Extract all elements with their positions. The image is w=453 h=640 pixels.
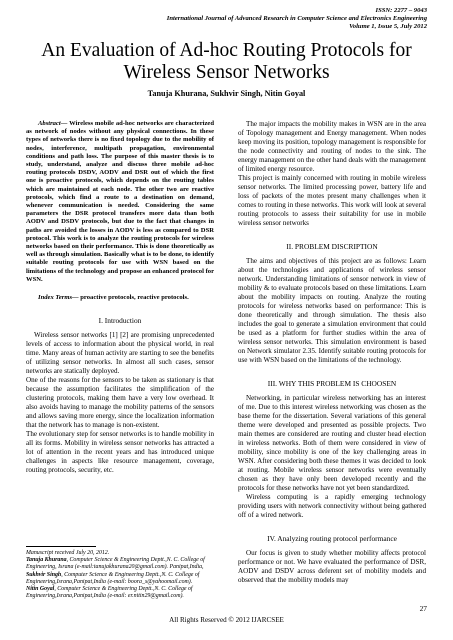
abstract xyxy=(26,120,214,284)
right-intro-paragraph-2: This project is mainly concerned with routing in mobile wireless sensor networks. The limited processing power, battery life and loss of packets of the motes present many challenges when it comes to routing in these networks. This work will look at several routing protocols to assess their suitability for use in mobile wireless sensor networks xyxy=(238,174,426,227)
footnote-received: Manuscript received July 20, 2012. xyxy=(26,550,110,556)
right-column xyxy=(238,120,426,585)
why-paragraph-2: Wireless computing is a rapidly emerging technology providing users with network connectivity without being gathered off of a wired network. xyxy=(238,493,426,519)
why-paragraph-1: Networking, in particular wireless networking has an interest of me. Due to this interest wireless networking was chosen as the base theme for the dissertation. Several variations of this general theme were developed and presented as possible projects. Two main themes are considered are routing and cluster head election in wireless networks. Both of them were considered in view of mobility, since mobility is one of the key challenging areas in WSN. After considering both these themes it was decided to look at routing. Mobile wireless sensor networks were eventually chosen as they have only been developed recently and the protocols for these networks have not yet been standardized. xyxy=(238,394,426,492)
footnote-author-3: Nitin Goyal, Computer Science & Engineering Deptt.,N. C. College of Engineering,Israna,Panipat,India (e-mail: er.nitin29@gmail.com). xyxy=(26,586,193,600)
abstract-label: Abstract— xyxy=(38,120,68,127)
abstract-text: Wireless mobile ad-hoc networks are characterized as network of nodes without any physical connections. In these types of networks there is no fixed topology due to the mobility of nodes, interference, multipath propagation, environmental conditions and path loss. The purpose of this master thesis is to study, understand, analyze and discuss three mobile ad-hoc routing protocols DSDV, AODV and DSR out of which the first one is proactive protocols, which depends on the routing tables which are maintained at each node. The other two are reactive protocols, which find a route to a destination on demand, whenever communication is needed. Considering the same parameters the DSR protocol transfers more data than both AODV and DSDV protocols, but due to the fact that changes in paths are avoided the losses in AODV is less as compared to DSR protocol. This work is to analyze the routing protocols for wireless networks based on their performance. This is done theoretically as well as through simulation. Basically what is to be done, to identify suitable routing protocols for use with WSN based on the limitations of the technology and propose an enhanced protocol for WSN. xyxy=(26,120,214,283)
footnote-rule xyxy=(26,546,96,547)
footnote xyxy=(26,546,214,600)
intro-paragraph-1: Wireless sensor networks [1] [2] are promising unprecedented levels of access to information about the physical world, in real time. Many areas of human activity are starting to see the benefits of utilizing sensor networks. In almost all such cases, sensor networks are statically deployed. xyxy=(26,331,214,376)
analyzing-paragraph: Our focus is given to study whether mobility affects protocol performance or not. We have evaluated the performance of DSR, AODV and DSDV across deferent set of mobility models and observed that the mobility models may xyxy=(238,549,426,584)
left-column xyxy=(26,120,214,475)
copyright-footer: All Rights Reserved © 2012 IJARCSEE xyxy=(169,616,284,624)
problem-paragraph: The aims and objectives of this project are as follows: Learn about the technologies and applications of wireless sensor network. Understanding limitations of sensor network in view of mobility & to evaluate protocols based on these limitations. Learn about the mobility impacts on routing. Analyze the routing protocols for wireless networks based on performance: This is done theoretically and through simulation. The thesis also includes the goal to generate a simulation environment that could be used as a platform for further studies within the area of wireless sensor networks. This simulation environment is based on Network simulator 2.35. Identify suitable routing protocols for use with WSN based on the limitations of the technology. xyxy=(238,257,426,364)
right-intro-paragraph-1: The major impacts the mobility makes in WSN are in the area of Topology management and Energy management. When nodes keep moving its position, topology management is responsible for the node connectivity and routing of nodes to the sink. The energy management on the other hand deals with the management of limited energy resource. xyxy=(238,120,426,173)
author-list: Tanuja Khurana, Sukhvir Singh, Nitin Goyal xyxy=(147,89,306,98)
index-terms-label: Index Terms— xyxy=(38,294,79,302)
paper-title: An Evaluation of Ad-hoc Routing Protocols for Wireless Sensor Networks xyxy=(41,40,412,83)
section-heading-introduction: I. Introduction xyxy=(98,316,142,326)
section-heading-problem: II. PROBLEM DISCRIPTION xyxy=(286,242,378,251)
journal-name: International Journal of Advanced Research in Computer Science and Electronics Engineering xyxy=(166,15,427,22)
intro-paragraph-2: One of the reasons for the sensors to be taken as stationary is that because the assumption facilitates the simplification of the clustering protocols, making them have a very low overhead. It also avoids having to manage the mobility patterns of the sensors and allows saving more energy, since the localization information that the network has to manage is non-existent. xyxy=(26,376,214,430)
section-heading-why: III. WHY THIS PROBLEM IS CHOOSEN xyxy=(267,379,397,388)
volume-info: Volume 1, Issue 5, July 2012 xyxy=(349,23,427,30)
index-terms xyxy=(26,293,214,302)
footnote-author-2: Sukhvir Singh, Computer Science & Engineering Deptt.,N. C. College of Engineering,Israna,Panipat,India (e-mail: boora_s@yahoomail.com). xyxy=(26,571,200,585)
section-heading-analyzing: IV. Analyzing routing protocol performance xyxy=(267,534,397,543)
footnote-author-1: Tanuja Khurana, Computer Science & Engineering Deptt.,N. C. College of Engineering, Israna (e-mail:tanujakhurana20@gmail.com). Panipat,India, xyxy=(26,557,205,571)
issn-header: ISSN: 2277 – 9043 xyxy=(375,7,427,14)
page-number: 27 xyxy=(419,604,427,613)
intro-paragraph-3: The evolutionary step for sensor networks is to handle mobility in all its forms. Mobility in wireless sensor networks has attracted a lot of attention in the recent years and has introduced unique challenges in aspects like resource management, coverage, routing protocols, security, etc. xyxy=(26,430,214,475)
index-terms-text: proactive protocols, reactive protocols. xyxy=(80,294,189,302)
